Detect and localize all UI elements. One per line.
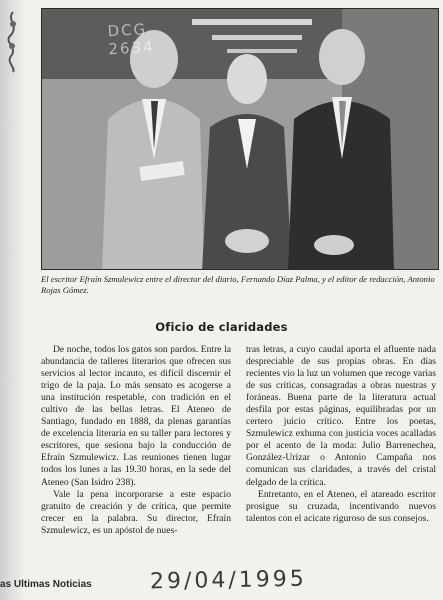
article-column-left	[41, 344, 231, 537]
handwritten-date: 29/04/1995	[149, 566, 308, 595]
paragraph: Vale la pena incorporarse a este espacio gratuito de creación y de crítica, que permite crecer en la palabra. Su director, Efraín Szmulewicz, es un apóstol de nues-	[41, 488, 231, 536]
photo-caption: El escritor Efraín Szmulewicz entre el director del diario, Fernando Díaz Palma, y el editor de redacción, Antonio Rojas Gómez.	[41, 274, 435, 295]
ornament-icon	[2, 10, 24, 74]
paragraph: De noche, todos los gatos son pardos. Entre la abundancia de talleres literarios que ofrecen sus servicios al lector incauto, es difícil discernir el trigo de la paja. Lo más sensato es acogerse a una institución respetable, con tradición en el cultivo de las bellas letras. El Ateneo de Santiago, fundado en 1888, da plenas garantías de excelencia literaria en su taller para lectores y escritores, que sesiona bajo la conducción de Efraín Szmulewicz. Las reuniones tienen lugar todos los lunes a las 19.30 horas, en la sede del Ateneo (San Isidro 238).	[41, 344, 231, 488]
article-column-right	[246, 344, 436, 525]
paragraph: Entretanto, en el Ateneo, el atareado escritor prosigue su cruzada, incentivando nuevos talentos con el acicate riguroso de sus consejos.	[246, 488, 436, 524]
article-title: Oficio de claridades	[155, 320, 288, 334]
page-edge	[0, 0, 24, 600]
news-photo	[41, 8, 439, 270]
archive-stamp: DCG 2634	[107, 20, 156, 59]
paragraph: tras letras, a cuyo caudal aporta el afluente nada despreciable de sus propias obras. En días recientes vio la luz un volumen que recoge varias de sus críticas, consagradas a obras nuestras y foráneas. Buena parte de la literatura actual desfila por estas páginas, equilibradas por un certero juicio crítico. Entre los poetas, Szmulewicz exhuma con justicia voces acalladas por el acento de la moda: Julio Barrenechea, González-Urízar o Antonio Campaña nos comunican sus claridades, a través del cristal delgado de la crítica.	[246, 344, 436, 488]
newspaper-name: as Ultimas Noticias	[0, 579, 92, 590]
